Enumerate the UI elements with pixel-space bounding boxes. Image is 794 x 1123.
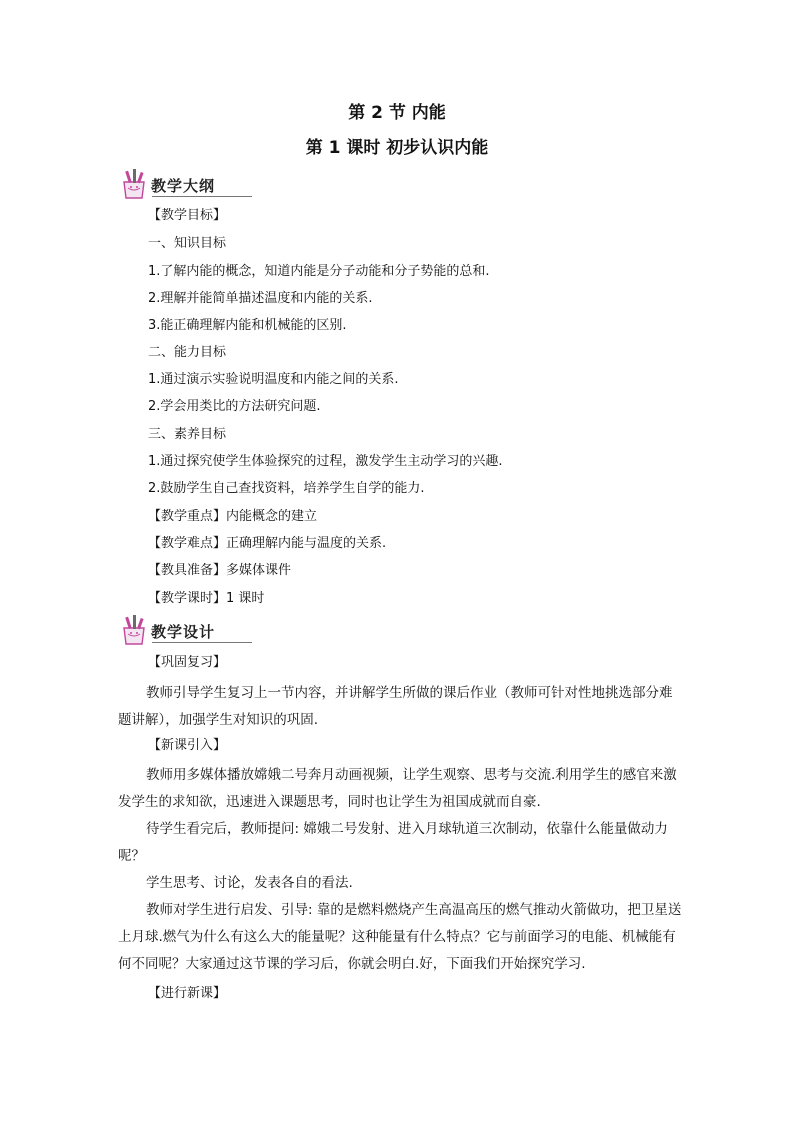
section-title: 第 2 节 内能 (348, 103, 446, 123)
lesson-title: 第 1 课时 初步认识内能 (305, 138, 489, 158)
intro-paragraph: 教师用多媒体播放嫦娥二号奔月动画视频，让学生观察、思考与交流.利用学生的感官来激发学生的求知欲，迅速进入课题思考，同时也让学生为祖国成就而自豪. (118, 767, 677, 810)
literacy-label: 三、素养目标 (148, 427, 227, 442)
goals-label: 【教学目标】 (148, 208, 227, 223)
knowledge-item: 2.理解并能简单描述温度和内能的关系. (148, 291, 373, 306)
knowledge-item: 1.了解内能的概念，知道内能是分子动能和分子势能的总和. (148, 264, 490, 279)
literacy-item: 2.鼓励学生自己查找资料，培养学生自学的能力. (148, 481, 425, 496)
pencil-cup-icon (118, 614, 152, 646)
heading-underline (152, 642, 252, 643)
ability-item: 1.通过演示实验说明温度和内能之间的关系. (148, 372, 399, 387)
outline-heading-label: 教学大纲 (151, 177, 216, 195)
key-point: 【教学重点】内能概念的建立 (148, 509, 318, 524)
design-heading-label: 教学设计 (151, 623, 216, 641)
review-label: 【巩固复习】 (148, 655, 227, 670)
new-lesson-label: 【进行新课】 (148, 986, 227, 1001)
review-paragraph: 教师引导学生复习上一节内容，并讲解学生所做的课后作业（教师可针对性地挑选部分难题讲解），加强学生对知识的巩固. (118, 685, 673, 728)
ability-label: 二、能力目标 (148, 345, 227, 360)
pencil-cup-icon (118, 168, 152, 200)
lesson-hours: 【教学课时】1 课时 (148, 591, 265, 606)
outline-heading (118, 168, 258, 200)
literacy-item: 1.通过探究使学生体验探究的过程，激发学生主动学习的兴趣. (148, 454, 503, 469)
ability-item: 2.学会用类比的方法研究问题. (148, 399, 321, 414)
materials: 【教具准备】多媒体课件 (148, 563, 292, 578)
design-heading (118, 614, 258, 646)
difficulty: 【教学难点】正确理解内能与温度的关系. (148, 536, 387, 551)
intro-label: 【新课引入】 (148, 738, 227, 753)
intro-paragraph: 学生思考、讨论，发表各自的看法. (146, 875, 353, 891)
knowledge-label: 一、知识目标 (148, 236, 227, 251)
intro-paragraph: 待学生看完后，教师提问: 嫦娥二号发射、进入月球轨道三次制动，依靠什么能量做动力呢？ (118, 821, 668, 864)
heading-underline (152, 196, 252, 197)
intro-paragraph: 教师对学生进行启发、引导: 靠的是燃料燃烧产生高温高压的燃气推动火箭做功，把卫星送上月球.燃气为什么有这么大的能量呢？这种能量有什么特点？它与前面学习的电能、机械能有何不同呢？大家通过这节课的学习后，你就会明白.好，下面我们开始探究学习. (118, 902, 682, 972)
knowledge-item: 3.能正确理解内能和机械能的区别. (148, 318, 347, 333)
